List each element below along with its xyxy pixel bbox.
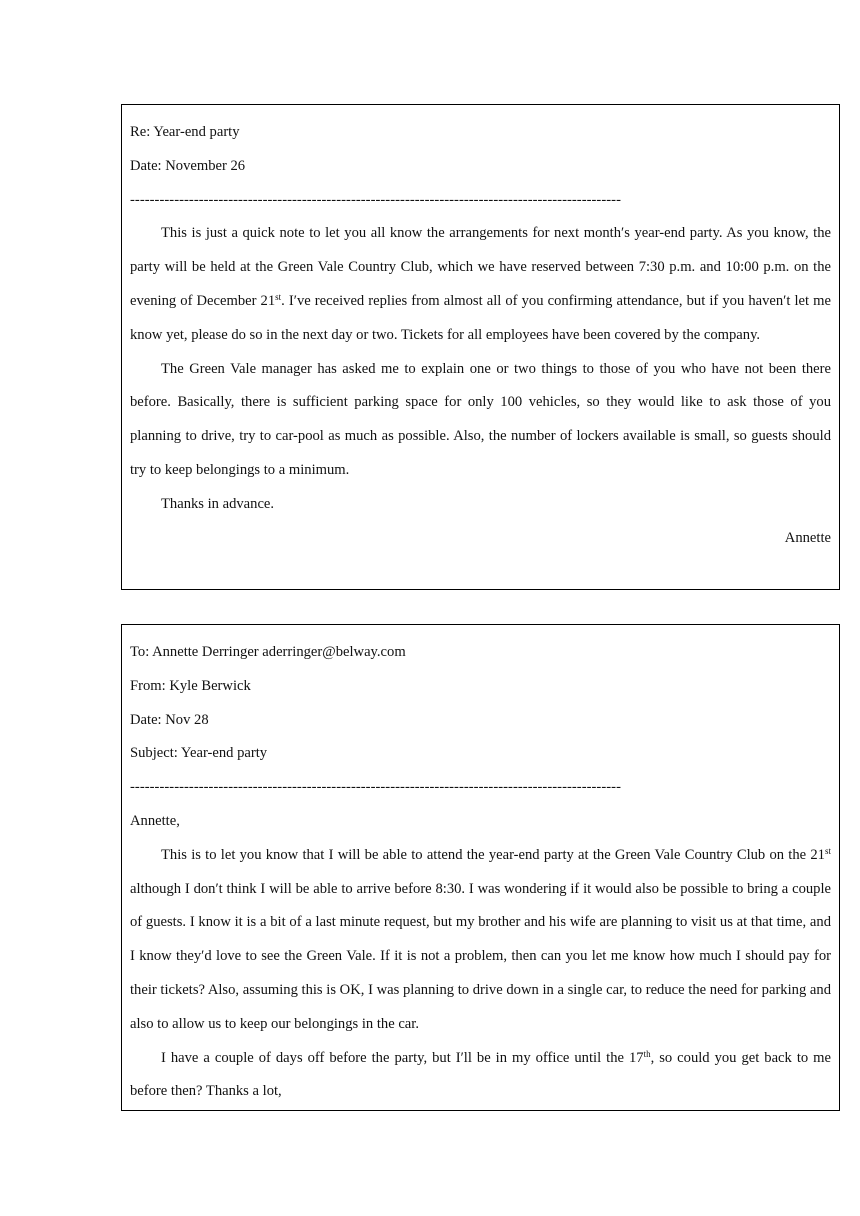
email-paragraph-2-text-a: I have a couple of days off before the party, but I′ll be in my office until the 17 [161,1049,644,1066]
memo-re-line: Re: Year-end party [130,124,240,140]
email-paragraph-2-superscript: th [643,1048,651,1059]
email-paragraph-1-superscript: st [824,845,831,856]
email-from-line: From: Kyle Berwick [130,677,251,694]
memo-box [121,104,840,590]
email-divider: ---------------------------------------------------------------------------------------------------- [130,779,621,796]
email-paragraph-1 [130,839,831,1042]
memo-paragraph-1-superscript: st [275,291,282,302]
memo-divider: ---------------------------------------------------------------------------------------------------- [130,191,621,208]
memo-paragraph-1 [130,217,831,352]
memo-paragraph-1-text-a: This is just a quick note to let you all know the arrangements for next month′s year-end party. As you know, the party will be held at the Green Vale Country Club, which we have reserved between 7:30 p.m. and 10:00 p.m. on the evening of December 21 [130,225,831,309]
email-date-line: Date: Nov 28 [130,711,209,728]
memo-paragraph-3: Thanks in advance. [161,495,275,512]
memo-signature: Annette [784,529,831,546]
memo-date-line: Date: November 26 [130,157,246,174]
email-box [121,624,840,1111]
email-subject-line: Subject: Year-end party [130,745,268,762]
email-greeting: Annette, [130,812,180,829]
memo-paragraph-1-text-b: . I′ve received replies from almost all of you confirming attendance, but if you haven′t let me know yet, please do so in the next day or two. Tickets for all employees have been covered by the company. [130,292,831,343]
email-paragraph-1-text-b: although I don′t think I will be able to arrive before 8:30. I was wondering if it would also be possible to bring a couple of guests. I know it is a bit of a last minute request, but my brother and his wife are planning to visit us at that time, and I know they′d love to see the Green Vale. If it is not a problem, then can you let me know how much I should pay for their tickets? Also, assuming this is OK, I was planning to drive down in a single car, to reduce the need for parking and also to allow us to keep our belongings in the car. [130,880,831,1032]
email-paragraph-2 [130,1042,831,1110]
email-paragraph-2-text-b: , so could you get back to me before then? Thanks a lot, [130,1049,831,1100]
email-paragraph-1-text-a: This is to let you know that I will be able to attend the year-end party at the Green Vale Country Club on the 21 [161,846,825,863]
memo-paragraph-2: The Green Vale manager has asked me to explain one or two things to those of you who have not been there before. Basically, there is sufficient parking space for only 100 vehicles, so they would like to ask those of you planning to drive, try to car-pool as much as possible. Also, the number of lockers available is small, so guests should try to keep belongings to a minimum. [130,360,831,478]
email-to-line: To: Annette Derringer aderringer@belway.com [130,644,406,660]
